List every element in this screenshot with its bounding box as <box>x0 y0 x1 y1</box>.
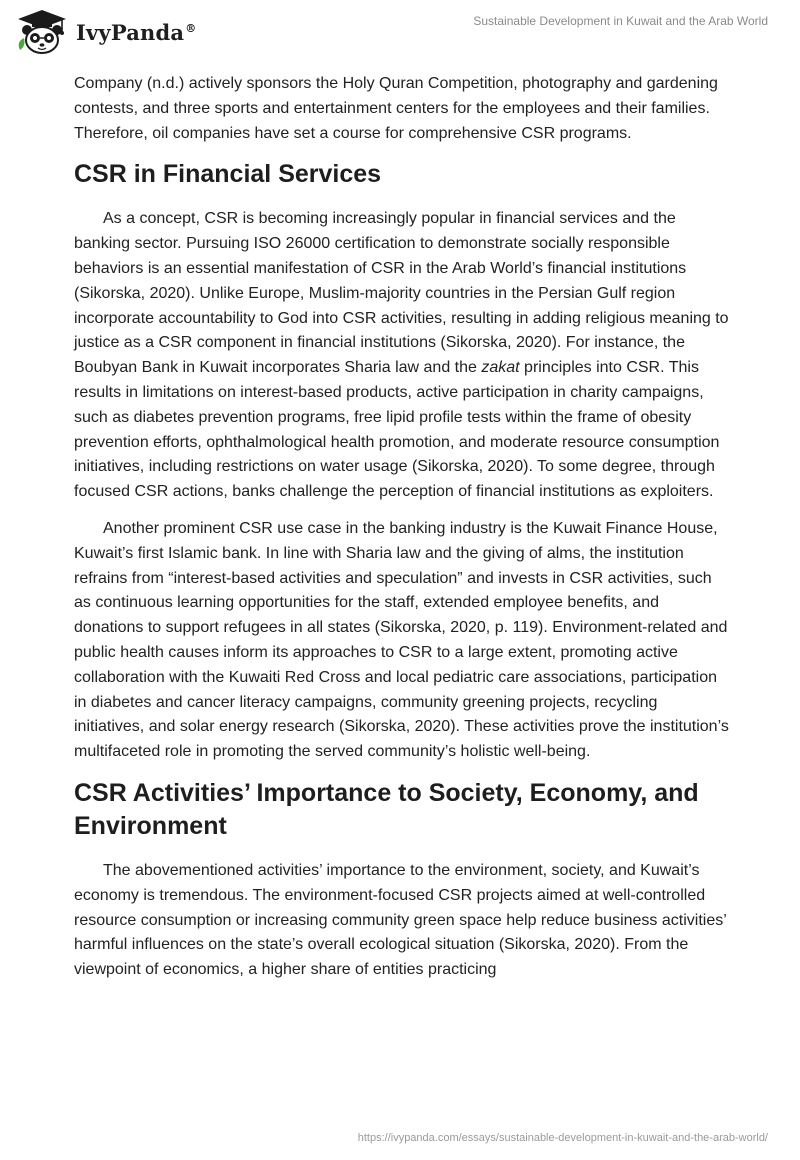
page-header <box>0 0 800 70</box>
source-url[interactable]: https://ivypanda.com/essays/sustainable-development-in-kuwait-and-the-arab-world/ <box>357 1132 768 1144</box>
paragraph-importance: The abovementioned activities’ importance to the environment, society, and Kuwait’s economy is tremendous. The environment-focused CSR projects aimed at well-controlled resource consumption or increasing community green space help reduce business activities’ harmful influences on the state’s overall ecological situation (Sikorska, 2020). From the viewpoint of economics, a higher share of entities practicing <box>74 861 727 979</box>
document-title: Sustainable Development in Kuwait and the Arab World <box>473 14 768 28</box>
paragraph-kuwait-finance-house: Another prominent CSR use case in the banking industry is the Kuwait Finance House, Kuwait’s first Islamic bank. In line with Sharia law and the giving of alms, the institution refrains from “interest-based activities and speculation” and invests in CSR activities, such as continuous learning opportunities for the staff, extended employee benefits, and donations to support refugees in all states (Sikorska, 2020, p. 119). Environment-related and public health causes inform its approaches to CSR to a large extent, promoting active collaboration with the Kuwaiti Red Cross and local pediatric care associations, participation in diabetes and cancer literacy campaigns, community greening projects, recycling initiatives, and solar energy research (Sikorska, 2020). These activities prove the institution’s multifaceted role in promoting the served community’s holistic well-being. <box>74 519 729 761</box>
essay-body <box>74 72 730 995</box>
paragraph-continued: Company (n.d.) actively sponsors the Holy Quran Competition, photography and gardening contests, and three sports and entertainment centers for the employees and their families. Therefore, oil companies have set a course for comprehensive CSR programs. <box>74 75 718 142</box>
panda-graduate-logo-icon <box>14 8 70 56</box>
paragraph-financial-concept: As a concept, CSR is becoming increasingly popular in financial services and the banking sector. Pursuing ISO 26000 certification to demonstrate socially responsible behaviors is an essential manifestation of CSR in the Arab World’s financial institutions (Sikorska, 2020). Unlike Europe, Muslim-majority countries in the Persian Gulf region incorporate accountability to God into CSR activities, resulting in adding religious meaning to justice as a CSR component in financial institutions (Sikorska, 2020). For instance, the Boubyan Bank in Kuwait incorporates Sharia law and the zakat principles into CSR. This results in limitations on interest-based products, active participation in charity campaigns, such as diabetes prevention programs, free lipid profile tests within the frame of obesity prevention efforts, ophthalmological health promotion, and moderate resource consumption initiatives, including restrictions on water usage (Sikorska, 2020). To some degree, through focused CSR actions, banks challenge the perception of financial institutions as exploiters. <box>74 210 729 501</box>
section-heading-importance: CSR Activities’ Importance to Society, Economy, and Environment <box>74 778 699 840</box>
ivypanda-logo[interactable] <box>14 8 196 56</box>
section-heading-financial-services: CSR in Financial Services <box>74 160 382 189</box>
brand-name: IvyPanda® <box>76 19 197 45</box>
